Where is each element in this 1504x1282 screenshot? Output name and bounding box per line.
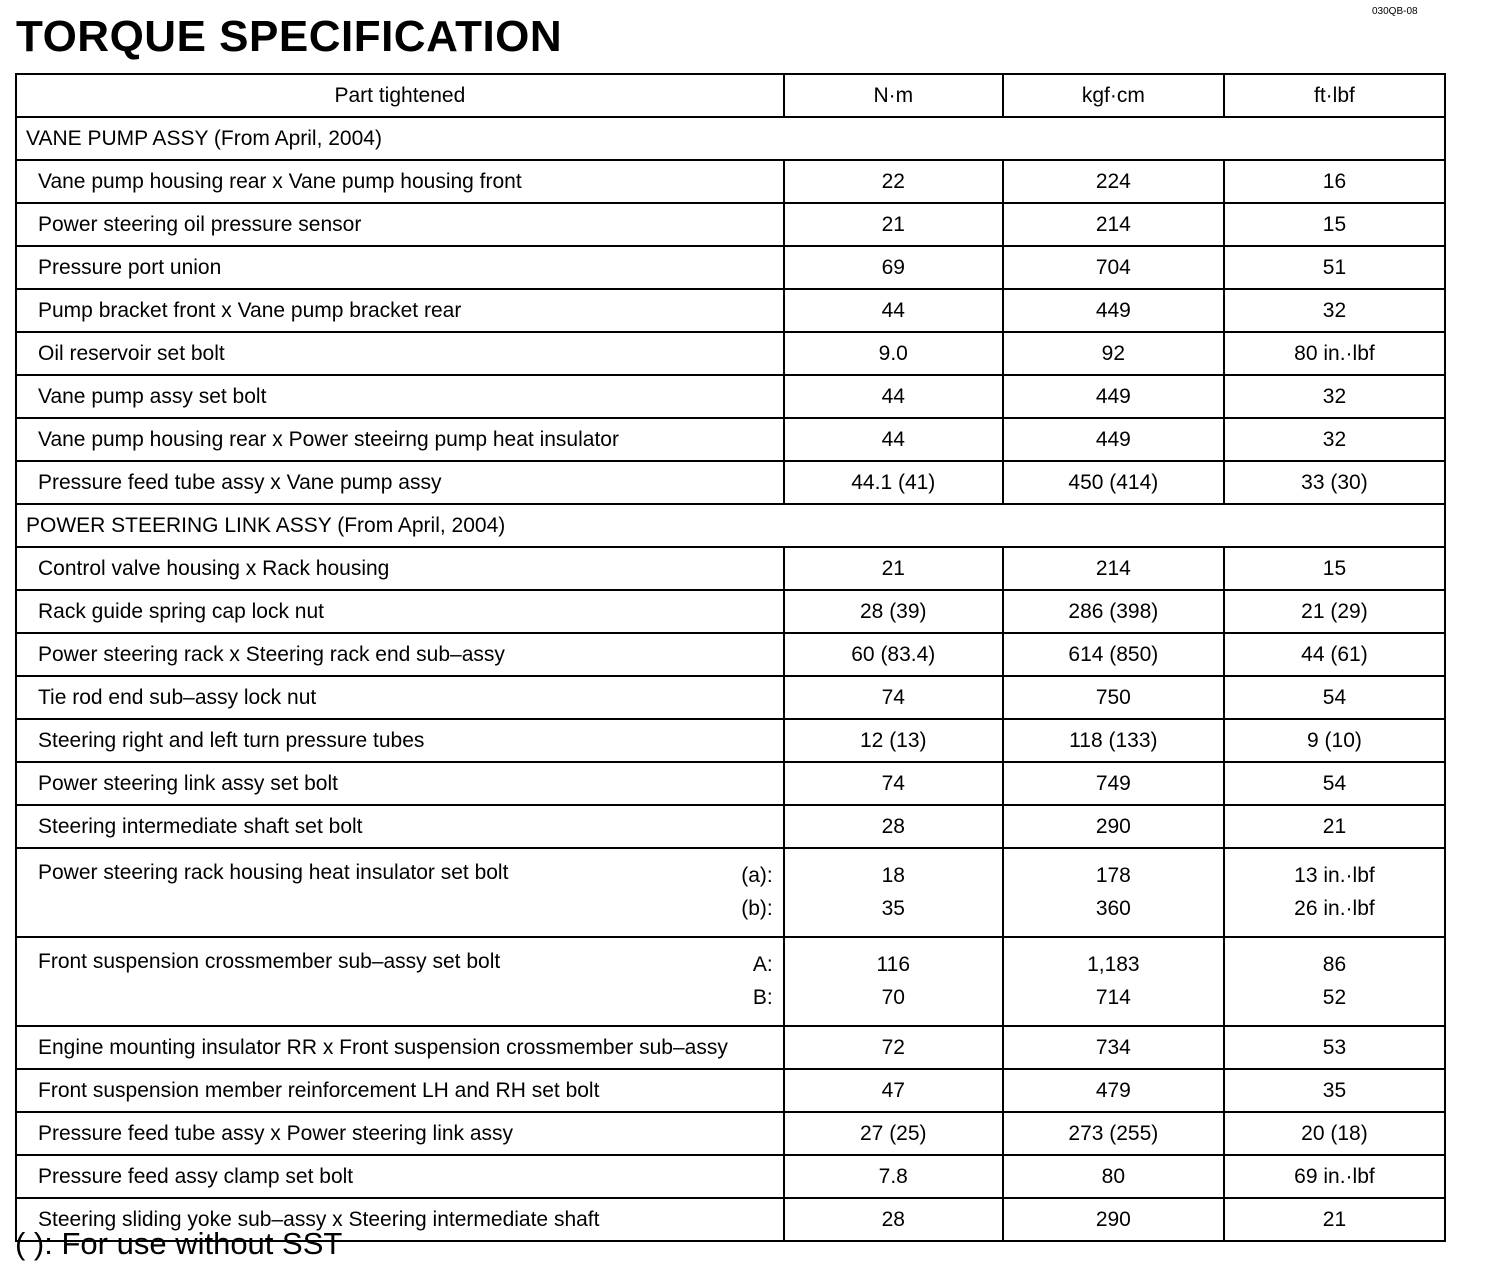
part-name: Vane pump housing rear x Power steeirng pump heat insulator	[16, 418, 784, 461]
table-body	[16, 117, 1445, 1241]
torque-kgfcm: 714	[1095, 986, 1131, 1009]
header-nm: N·m	[784, 74, 1003, 117]
torque-ftlbf: 54	[1224, 762, 1445, 805]
torque-ftlbf: 15	[1224, 203, 1445, 246]
torque-kgfcm: 614 (850)	[1003, 633, 1224, 676]
position-tag: A:	[752, 953, 773, 976]
torque-ftlbf-cell	[1224, 848, 1445, 937]
part-name: Power steering link assy set bolt	[16, 762, 784, 805]
torque-ftlbf: 51	[1224, 246, 1445, 289]
torque-ftlbf: 20 (18)	[1224, 1112, 1445, 1155]
torque-ftlbf: 33 (30)	[1224, 461, 1445, 504]
torque-ftlbf: 32	[1224, 418, 1445, 461]
torque-kgfcm: 450 (414)	[1003, 461, 1224, 504]
torque-kgfcm: 1,183	[1087, 953, 1140, 976]
part-name: Rack guide spring cap lock nut	[16, 590, 784, 633]
torque-ftlbf-cell	[1224, 937, 1445, 1026]
torque-kgfcm: 214	[1003, 203, 1224, 246]
torque-kgfcm: 92	[1003, 332, 1224, 375]
position-tag: (a):	[741, 864, 773, 887]
torque-kgfcm: 704	[1003, 246, 1224, 289]
table-row	[16, 805, 1445, 848]
torque-nm: 28 (39)	[784, 590, 1003, 633]
torque-kgfcm: 80	[1003, 1155, 1224, 1198]
header-row	[16, 74, 1445, 117]
torque-kgfcm-cell	[1003, 848, 1224, 937]
torque-nm: 74	[784, 762, 1003, 805]
torque-nm: 69	[784, 246, 1003, 289]
torque-kgfcm: 214	[1003, 547, 1224, 590]
torque-nm: 116	[876, 953, 911, 976]
part-wrap	[38, 861, 783, 920]
torque-ftlbf: 44 (61)	[1224, 633, 1445, 676]
torque-nm: 60 (83.4)	[784, 633, 1003, 676]
torque-nm: 47	[784, 1069, 1003, 1112]
torque-kgfcm: 479	[1003, 1069, 1224, 1112]
part-name: Pressure feed assy clamp set bolt	[16, 1155, 784, 1198]
section-title: VANE PUMP ASSY (From April, 2004)	[16, 117, 1445, 160]
torque-nm: 44	[784, 289, 1003, 332]
part-name: Steering right and left turn pressure tubes	[16, 719, 784, 762]
table-row	[16, 246, 1445, 289]
torque-ftlbf: 21	[1224, 1198, 1445, 1241]
part-wrap	[38, 950, 783, 1009]
part-name: Vane pump assy set bolt	[16, 375, 784, 418]
part-name: Tie rod end sub–assy lock nut	[16, 676, 784, 719]
torque-ftlbf: 86	[1322, 953, 1347, 976]
position-tags	[753, 948, 773, 1014]
part-cell	[16, 848, 784, 937]
torque-kgfcm-cell	[1003, 937, 1224, 1026]
table-row	[16, 1112, 1445, 1155]
torque-ftlbf: 52	[1322, 986, 1347, 1009]
torque-nm: 44.1 (41)	[784, 461, 1003, 504]
position-tag: B:	[752, 986, 773, 1009]
torque-ftlbf: 26 in.·lbf	[1294, 897, 1375, 920]
table-row	[16, 547, 1445, 590]
torque-ftlbf: 13 in.·lbf	[1294, 864, 1375, 887]
torque-nm-cell	[784, 848, 1003, 937]
header-part: Part tightened	[16, 74, 784, 117]
table-row	[16, 461, 1445, 504]
torque-ftlbf: 16	[1224, 160, 1445, 203]
torque-nm: 28	[784, 1198, 1003, 1241]
torque-kgfcm: 273 (255)	[1003, 1112, 1224, 1155]
torque-kgfcm: 224	[1003, 160, 1224, 203]
part-name: Front suspension member reinforcement LH and RH set bolt	[16, 1069, 784, 1112]
torque-nm: 35	[881, 897, 905, 920]
torque-nm: 44	[784, 418, 1003, 461]
part-name: Oil reservoir set bolt	[16, 332, 784, 375]
table-row	[16, 633, 1445, 676]
torque-table	[15, 73, 1446, 1242]
part-name: Pump bracket front x Vane pump bracket rear	[16, 289, 784, 332]
part-name: Control valve housing x Rack housing	[16, 547, 784, 590]
torque-ftlbf: 53	[1224, 1026, 1445, 1069]
torque-ftlbf: 21	[1224, 805, 1445, 848]
part-name: Pressure port union	[16, 246, 784, 289]
part-name: Pressure feed tube assy x Vane pump assy	[16, 461, 784, 504]
torque-kgfcm: 286 (398)	[1003, 590, 1224, 633]
torque-kgfcm: 178	[1095, 864, 1131, 887]
part-name: Power steering rack x Steering rack end sub–assy	[16, 633, 784, 676]
table-row	[16, 203, 1445, 246]
page-title: TORQUE SPECIFICATION	[16, 12, 563, 61]
position-tags	[741, 859, 773, 925]
torque-nm: 22	[784, 160, 1003, 203]
part-name: Power steering oil pressure sensor	[16, 203, 784, 246]
torque-nm: 9.0	[784, 332, 1003, 375]
torque-kgfcm: 290	[1003, 1198, 1224, 1241]
part-name: Power steering rack housing heat insulator set bolt	[38, 861, 509, 884]
torque-ftlbf: 80 in.·lbf	[1224, 332, 1445, 375]
part-name: Steering intermediate shaft set bolt	[16, 805, 784, 848]
part-name: Engine mounting insulator RR x Front suspension crossmember sub–assy	[16, 1026, 784, 1069]
table-row	[16, 676, 1445, 719]
torque-kgfcm: 449	[1003, 375, 1224, 418]
part-name: Steering sliding yoke sub–assy x Steering intermediate shaft	[16, 1198, 784, 1241]
torque-kgfcm: 360	[1095, 897, 1131, 920]
torque-ftlbf: 15	[1224, 547, 1445, 590]
torque-nm: 74	[784, 676, 1003, 719]
torque-kgfcm: 750	[1003, 676, 1224, 719]
torque-nm: 44	[784, 375, 1003, 418]
table-row	[16, 719, 1445, 762]
torque-nm: 21	[784, 203, 1003, 246]
document-code: 030QB-08	[1372, 6, 1418, 17]
torque-nm: 18	[881, 864, 905, 887]
section-row	[16, 504, 1445, 547]
torque-ftlbf: 54	[1224, 676, 1445, 719]
torque-nm: 12 (13)	[784, 719, 1003, 762]
torque-ftlbf: 9 (10)	[1224, 719, 1445, 762]
part-name: Front suspension crossmember sub–assy set bolt	[38, 950, 501, 973]
part-name: Pressure feed tube assy x Power steering link assy	[16, 1112, 784, 1155]
table-row	[16, 418, 1445, 461]
part-cell	[16, 937, 784, 1026]
torque-kgfcm: 449	[1003, 418, 1224, 461]
header-kgfcm: kgf·cm	[1003, 74, 1224, 117]
table-row	[16, 1155, 1445, 1198]
table-row	[16, 1069, 1445, 1112]
torque-kgfcm: 734	[1003, 1026, 1224, 1069]
table-row	[16, 332, 1445, 375]
torque-kgfcm: 449	[1003, 289, 1224, 332]
table-row-multi	[16, 937, 1445, 1026]
torque-ftlbf: 32	[1224, 289, 1445, 332]
table-row	[16, 289, 1445, 332]
table-row	[16, 590, 1445, 633]
header-ftlbf: ft·lbf	[1224, 74, 1445, 117]
torque-nm: 27 (25)	[784, 1112, 1003, 1155]
table-row	[16, 160, 1445, 203]
torque-ftlbf: 32	[1224, 375, 1445, 418]
torque-kgfcm: 118 (133)	[1003, 719, 1224, 762]
torque-nm: 21	[784, 547, 1003, 590]
torque-kgfcm: 290	[1003, 805, 1224, 848]
position-tag: (b):	[741, 897, 773, 920]
torque-nm: 72	[784, 1026, 1003, 1069]
torque-nm: 28	[784, 805, 1003, 848]
table-row	[16, 762, 1445, 805]
part-name: Vane pump housing rear x Vane pump housing front	[16, 160, 784, 203]
footnote: ( ): For use without SST	[15, 1226, 343, 1261]
section-row	[16, 117, 1445, 160]
torque-ftlbf: 69 in.·lbf	[1224, 1155, 1445, 1198]
table-row-multi	[16, 848, 1445, 937]
torque-kgfcm: 749	[1003, 762, 1224, 805]
torque-nm: 7.8	[784, 1155, 1003, 1198]
torque-ftlbf: 35	[1224, 1069, 1445, 1112]
table-row	[16, 375, 1445, 418]
torque-nm-cell	[784, 937, 1003, 1026]
torque-nm: 70	[881, 986, 905, 1009]
section-title: POWER STEERING LINK ASSY (From April, 2004)	[16, 504, 1445, 547]
torque-ftlbf: 21 (29)	[1224, 590, 1445, 633]
table-row	[16, 1026, 1445, 1069]
